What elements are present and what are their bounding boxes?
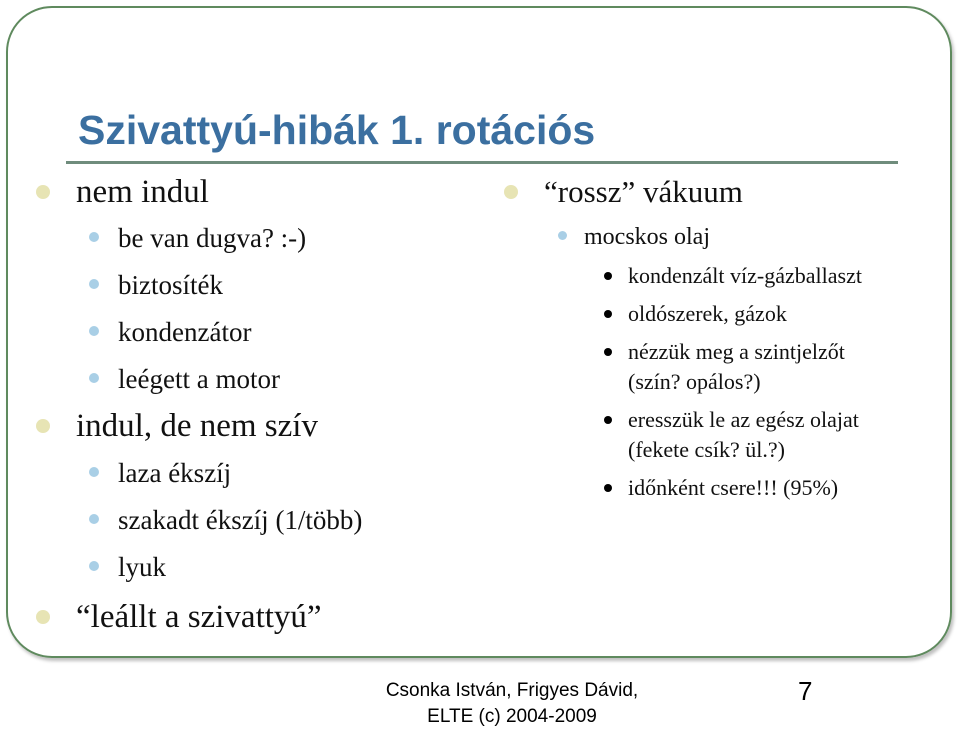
slide-footer: [362, 678, 662, 730]
detail-bullet-text: kondenzált víz-gázballaszt: [628, 263, 862, 288]
sub-bullet-item: [36, 221, 456, 255]
detail-bullet-item: [496, 261, 918, 291]
bullet-dot-icon: [36, 610, 50, 624]
bullet-item: [36, 172, 456, 212]
sub-bullet-dot-icon: [89, 232, 99, 242]
detail-bullet-text: oldószerek, gázok: [628, 301, 787, 326]
sub-bullet-text: be van dugva? :-): [118, 223, 307, 253]
bullet-text: “leállt a szivattyú”: [76, 599, 322, 635]
sub-bullet-item: [36, 550, 456, 584]
sub-bullet-dot-icon: [89, 373, 99, 383]
sub-bullet-item: [36, 268, 456, 302]
bullet-dot-icon: [36, 419, 50, 433]
detail-bullet-text: időnként csere!!! (95%): [628, 475, 839, 500]
detail-bullet-item: [496, 299, 918, 329]
sub-bullet-text: leégett a motor: [118, 364, 280, 394]
footer-authors: Csonka István, Frigyes Dávid,: [385, 680, 639, 701]
sub-bullet-item: [36, 456, 456, 490]
sub-bullet-dot-icon: [558, 231, 567, 240]
bullet-dot-icon: [36, 185, 50, 199]
footer-copyright: ELTE (c) 2004-2009: [427, 706, 597, 727]
bullet-item: [36, 406, 456, 446]
sub-bullet-text: laza ékszíj: [118, 458, 232, 488]
detail-bullet-item: [496, 337, 848, 397]
right-column: [496, 172, 916, 503]
sub-bullet-text: mocskos olaj: [584, 224, 710, 250]
sub-bullet-text: kondenzátor: [118, 317, 252, 347]
bullet-text: nem indul: [76, 174, 209, 210]
sub-bullet-dot-icon: [89, 279, 99, 289]
sub-bullet-dot-icon: [89, 514, 99, 524]
detail-bullet-dot-icon: [604, 348, 612, 356]
detail-bullet-dot-icon: [604, 310, 612, 318]
sub-bullet-item: [36, 503, 456, 537]
slide-title: Szivattyú-hibák 1. rotációs: [78, 107, 596, 153]
sub-bullet-item: [36, 362, 456, 396]
left-column: [36, 172, 456, 637]
bullet-text: indul, de nem szív: [76, 408, 318, 444]
sub-bullet-item: [36, 315, 456, 349]
sub-bullet-text: biztosíték: [118, 270, 223, 300]
page-number: 7: [798, 676, 813, 706]
detail-bullet-dot-icon: [604, 416, 612, 424]
sub-bullet-text: szakadt ékszíj (1/több): [118, 505, 363, 535]
sub-bullet-dot-icon: [89, 326, 99, 336]
title-underline: [66, 161, 898, 164]
detail-bullet-dot-icon: [604, 272, 612, 280]
bullet-text: “rossz” vákuum: [544, 174, 743, 209]
sub-bullet-text: lyuk: [118, 552, 167, 582]
bullet-dot-icon: [504, 185, 518, 199]
bullet-item: [496, 172, 916, 212]
detail-bullet-item: [496, 473, 918, 503]
detail-bullet-text: nézzük meg a szintjelzőt (szín? opálos?): [628, 339, 845, 394]
detail-bullet-text: eresszük le az egész olajat (fekete csík? ül.?): [628, 407, 859, 462]
sub-bullet-dot-icon: [89, 561, 99, 571]
bullet-item: [36, 597, 456, 637]
detail-bullet-dot-icon: [604, 484, 612, 492]
sub-bullet-dot-icon: [89, 467, 99, 477]
sub-bullet-item: [496, 221, 916, 253]
detail-bullet-item: [496, 405, 908, 465]
